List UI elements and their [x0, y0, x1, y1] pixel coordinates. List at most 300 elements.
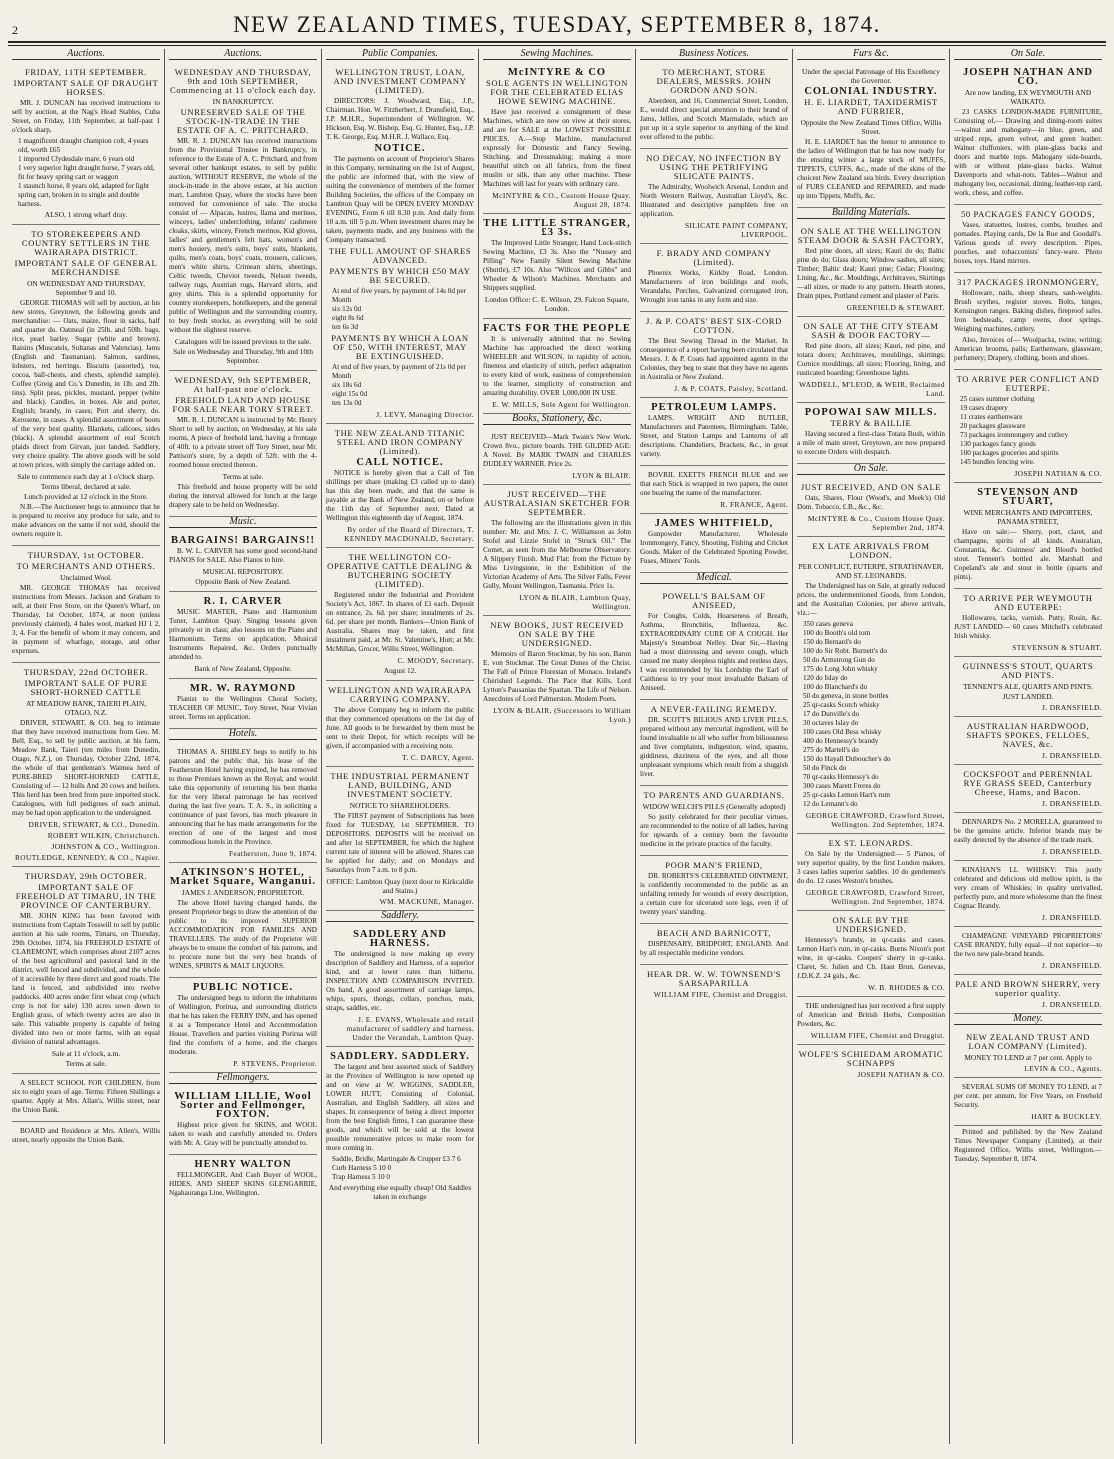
newspaper-page [8, 8, 1106, 1443]
advert [169, 743, 317, 863]
rate-row: ten 13s 0d [332, 399, 362, 407]
ad-subheadline: IN BANKRUPTCY. [212, 97, 274, 106]
advert [797, 997, 945, 1045]
advert [483, 428, 631, 485]
ad-date: ON WEDNESDAY AND THURSDAY, September 9 and 10. [27, 279, 145, 297]
ad-headline: TO MERCHANT, STORE DEALERS, MESSRS. JOHN GORDON AND SON. [656, 67, 772, 95]
ad-date: THURSDAY, 29th OCTOBER. [24, 871, 148, 881]
list-item: 145 bundles fencing wire. [960, 458, 1035, 466]
ad-body: CHAMPAGNE VINEYARD PROPRIETORS' CASE BRANDY, fully equal—if not superior—to the two new pale-brand brands. [954, 932, 1102, 958]
ad-body: THOMAS A. SHIBLEY begs to notify to his patrons and the public that, his lease of the Featherston Hotel having expired, he has removed to those Premises known as the Royal, and would take this opportunity of returning his best thanks for the very liberal patronage he has received during the last five years. T. A. S., in soliciting a continuance of past favors, has much pleasure in announcing that he has made arrangements for the erection of one of the largest and most commodious hotels in the Province. [169, 748, 317, 846]
ad-body: GEORGE THOMAS will sell by auction, at his new stores, Greytown, the following goods and merchandise: — Oats, maize, flour in sacks, half and quarter do. Oatmeal (in 25lb. and 50lb. bags, rice, pearl barley. Sugar (white and brown). Raisins (Muscatels, Sultanas and Valencias). Jams (English and Tasmanian). Salmon, sardines, lobsters, red herrings. Biscuits (assorted), tea, cocoa, ball-chests, and chests, splendid sample). Coffee (Greig and Co.'s Dunedin, in 1lb. and 2lb. tins). Split peas, pickles, mustard, pepper (white and black). Candles, in boxes. Ale and porter, English; brandy, in cases; Port and sherry, do. Kerosene, in cases. A splendid assortment of boots of the very best quality. Blankets, calicoes, sides (black). A splendid assortment of real Scotch plaids direct from Girvan, just landed. Saddlery, very choice quality. The above goods will be sold at town prices, with simply the carriage added on. [12, 299, 160, 469]
advert [640, 786, 788, 856]
ad-body: MR. R. J. DUNCAN is instructed by Mr. Henry Short to sell by auction, on Wednesday, at his sale rooms, A piece of freehold land, having a frontage of 40ft. to a private street off Tory Street, near Mr. Pattison's store, by a depth of 52ft. with the 4-roomed house erected thereon. [169, 416, 317, 469]
list-item: 1 magnificent draught champion colt, 4 years old, worth £65 [18, 137, 149, 154]
ad-signature: R. FRANCE, Agent. [720, 500, 788, 509]
list-item: 1 staunch horse, 8 years old, adapted for light spring cart, broken in to single and double harness. [18, 182, 149, 208]
ad-signature: J. DRANSFIELD. [1041, 751, 1102, 760]
ad-headline: POOR MAN'S FRIEND, [665, 860, 763, 870]
page-number-left: 2 [12, 23, 18, 37]
ad-body: The above Hotel having changed hands, the present Proprietor begs to draw the attention of the public to its improved SUPERIOR ACCOMMODATION FOR FAMILIES AND TRAVELLERS. The study of the Proprietor will always be to ensure the comfort of his patrons, and to procure none but the very best brands of WINES, SPIRITS & MALT LIQUORS. [169, 899, 317, 970]
ad-headline: TO ARRIVE PER CONFLICT AND EUTERPE. [956, 374, 1100, 393]
section-heading: Sewing Machines. [483, 49, 631, 60]
column-2 [165, 49, 322, 1444]
section-heading: On Sale. [797, 464, 945, 475]
ad-patronage: Under the special Patronage of His Excellency the Governor. [802, 67, 940, 85]
ad-body: DENNARD'S No. 2 MORELLA, guaranteed to be the genuine article. Inferior brands may be easily detected by the absence of the trade mark. [954, 818, 1102, 844]
advert [954, 589, 1102, 657]
ad-note: Sale on Wednesday and Thursday, 9th and 10th September. [173, 347, 313, 365]
ad-body: BOARD and Residence at Mrs. Allen's, Willis street, nearly opposite the Union Bank. [12, 1127, 160, 1144]
ad-signature: SILICATE PAINT COMPANY, LIVERPOOL. [684, 221, 788, 239]
ad-signature: J. LEVY, Managing Director. [376, 410, 474, 419]
price-row: Trap Harness 5 10 0 [332, 1173, 391, 1181]
ad-also: ALSO, 1 strong wharf dray. [44, 210, 128, 219]
ad-signature: GREENFIELD & STEWART. [846, 303, 945, 312]
price-row: Saddle, Bridle, Martingale & Crupper £3 7 6 [332, 1155, 461, 1163]
ad-signature: J. DRANSFIELD. [1041, 703, 1102, 712]
ad-address: London Office: C. E. Wilson, 29, Falcon Square, London. [484, 295, 630, 313]
ad-body: Phoenix Works, Kirkby Road, London. Manufacturers of iron buildings and roofs, Verandahs, Porches, Galvanized corrugated iron, Wrought iron tanks in any form and size. [640, 269, 788, 304]
advert [954, 717, 1102, 765]
ad-headline: SADDLERY AND HARNESS. [353, 929, 447, 949]
ad-date: WEDNESDAY, 9th SEPTEMBER, At half-past one o'clock. [174, 375, 312, 394]
advert [954, 975, 1102, 1014]
publisher-imprint: Printed and published by the New Zealand Times Newspaper Company (Limited), at their Registered Office, Willis street, Wellington.—Tuesday, September 8, 1874. [954, 1128, 1102, 1163]
ad-body: KINAHAN'S LL WHISKY: This justly celebrated and delicious old mellow spirit, is the very cream of Whiskies; in quality unrivalled, perfectly pure, and more wholesome than the finest Cognac Brandy. [954, 866, 1102, 910]
ad-date: FRIDAY, 11TH SEPTEMBER. [25, 67, 147, 77]
ad-signature: J. DRANSFIELD. [1041, 799, 1102, 808]
list-item: 25 qr-casks Lemon Hart's rum [803, 791, 890, 799]
ad-headline: TO MERCHANTS AND OTHERS. [16, 561, 156, 571]
ad-body: So justly celebrated for their peculiar virtues, are recommended to the notice of all ladies, having for upwards of a century been the favourite medicine in the private practice of the faculty. [640, 813, 788, 848]
ad-signature: J. E. EVANS, Wholesale and retail manufacturer of saddlery and harness. Under the Verandah, Lambton Quay. [346, 1015, 474, 1042]
list-item: 50 do Armstrong Gun do [803, 656, 875, 664]
columns [8, 49, 1106, 1444]
ad-headline: WELLINGTON AND WAIRARAPA CARRYING COMPANY. [328, 685, 472, 704]
advert [797, 222, 945, 317]
ad-body: DR. SCOTT'S BILIOUS AND LIVER PILLS, prepared without any mercurial ingredient, will be found invaluable to all who suffer from biliousness and liver complaints, indigestion, wind, spasms, giddiness, dizziness of the eyes, and all those unpleasant symptoms which result from a sluggish liver. [640, 716, 788, 778]
ad-signature: GEORGE CRAWFORD, Crawford Street, Wellington. 2nd September, 1874. [805, 888, 945, 906]
ad-subheadline: PER CONFLICT, EUTERPE, STRATHNAVER, AND ST. LEONARDS. [798, 562, 944, 580]
advert [797, 911, 945, 997]
ad-body: It is universally admitted that no Sewing Machine has approached the direct working WHEELER and WILSON, in rapidity of action, fineness and elasticity of stitch, perfect adaptation to every kind of work, easiness of comprehension to the learner, simplicity of construction and amazing durability. OVER 1,000,000 IN USE. [483, 335, 631, 397]
section-heading: Saddlery. [326, 911, 474, 922]
ad-body: B. W. L. CARVER has some good second-hand PIANOS for SALE. Also Pianos to hire. [169, 547, 317, 564]
ad-body: Holloware, nails, sheep shears, sash-weights. Brush scythes, register stoves. Bolts, hinges, Kensington ranges. Baking dishes, fireproof safes. Iron bedsteads, camp ovens, door springs. Weighing machines, cutlery. [954, 289, 1102, 333]
advert [326, 63, 474, 424]
ad-subheadline: MUSICAL REPOSITORY. [202, 567, 284, 576]
ad-body: The largest and best assorted stock of Saddlery in the Province of Wellington is now opened up and on view at W. WIGGINS, SADDLER, LOWER HUTT, Consisting of Colonial, Australian, and English Saddlery, all sizes and shapes. In consequence of being a direct importer from the best English firms, I can guarantee these goods, and which will be sold at the lowest possible remunerative prices to make room for more coming in. [326, 1063, 474, 1152]
ad-body: SEVERAL SUMS OF MONEY TO LEND, at 7 per cent. per annum, for Five Years, on Freehold Security. [954, 1083, 1102, 1109]
ad-body: Oats, Shares, Flour (Wood's, and Meek's) Old Dom. Tobacco, £.B., &c., &c. [797, 494, 945, 511]
ad-headline: EX LATE ARRIVALS FROM LONDON. [812, 541, 930, 560]
advert [797, 537, 945, 834]
ad-place: AT MEADOW BANK, TAIERI PLAIN, OTAGO, N.Z. [25, 699, 147, 717]
advert [169, 1155, 317, 1204]
ad-headline: THE INDUSTRIAL PERMANENT LAND, BUILDING, AND INVESTMENT SOCIETY. [330, 771, 470, 799]
ad-headline: IMPORTANT SALE OF PURE SHORT-HORNED CATTLE [24, 678, 148, 697]
ad-body: Registered under the Industrial and Provident Society's Act, 1867. In shares of £1 each. Deposit on entrance, 2s. 6d. per share; instalments of 2s. 6d. per share per month. Bankers—Union Bank of Australia. Shares may be taken, and first instalment paid, at Mr. St. Valentine's, Hutt; at Mr. McMillan, Grocer, Willis Street, Wellington. [326, 591, 474, 653]
ad-signature: J. DRANSFIELD. [1041, 913, 1102, 922]
ad-body: MR. R. J. DUNCAN has received instructions from the Provisional Trustee in Bankruptcy, in reference to the Estate of A. C. Pritchard, and from several other bankrupt estates, to sell by public auction, WITHOUT RESERVE, the whole of the stock-in-trade in the above estate, at his auction mart, Lambton Quay, where the stocks have been removed for convenience of sale. The stocks consist of — Alpacas, lustres, llama and merinos, winceys, ladies' underclothing, infants' cashmere cloaks, skirts, wincey, French merinos, Kid gloves, ladies' and gentlemen's felt hats, women's and men's hosiery, men's suits, boys' suits, blankets, quilts, men's coats, boys' coats, trousers, calicoes, men's white shirts, Crimean shirts, sheetings, Celtic tweeds, Cheviot tweeds, Nelson tweeds, railway rugs, Austrian rugs, Harvard shirts, and grey shirts. This is a splendid opportunity for country storekeepers, hotelkeepers, and the general public of Wellington and the surrounding country, to buy fresh stocks, as everything will be sold without the slightest reserve. [169, 137, 317, 334]
column-1 [8, 49, 165, 1444]
ad-signature: JOSEPH NATHAN & CO. [857, 1070, 945, 1079]
ad-signature: W. B. RHODES & CO. [868, 983, 945, 992]
ad-signature: T. C. DARCY, Agent. [402, 753, 474, 762]
ad-headline: TO STOREKEEPERS AND COUNTRY SETTLERS IN THE WAIRARAPA DISTRICT. [21, 229, 151, 257]
advert [483, 319, 631, 414]
advert [326, 548, 474, 681]
advert [12, 546, 160, 663]
ad-body: The undersigned begs to inform the inhabitants of Wellington, Porirua, and surrounding districts that he has taken the FERRY INN, and has opened it as a Temperance Hotel and Accommodation House. Travellers and parties visiting Porirua will find the comforts of a home, and the charges moderate. [169, 994, 317, 1056]
rate-row: eight 8s 6d [332, 314, 364, 322]
advert [954, 1028, 1102, 1078]
advert [954, 205, 1102, 273]
ad-note: N.B.—The Auctioneer begs to announce that he is prepared to receive any produce for sale, and to make advances on the same if not sold, should the owners require it. [12, 503, 160, 538]
list-item: 25 cases summer clothing [960, 395, 1035, 403]
section-heading: Fellmongers. [169, 1073, 317, 1084]
ad-body: MR. GEORGE THOMAS has received instructions from Messrs. Jackson and Graham to sell, at their Free Store, on the Queen's Wharf, on Thursday, 1st October, 1874, at noon (unless previously claimed), 4 bales wool, marked HJ 1 2, 3, 4. For the benefit of whom it may concern, and in payment of wharfage, storage, and other expenses. [12, 584, 160, 655]
ad-body: Hollowares, tacks, varnish. Putty, Rosin, &c. JUST LANDED— 60 cases Mitchell's celebrated Irish whisky. [954, 614, 1102, 640]
section-heading: Building Materials. [797, 208, 945, 219]
ad-headline: JOSEPH NATHAN AND CO. [963, 67, 1093, 87]
ad-signature: WILLIAM FIFE, Chemist and Druggist. [653, 990, 788, 999]
ad-headline: 50 PACKAGES FANCY GOODS, [961, 209, 1095, 219]
advert [169, 679, 317, 729]
list-item: 400 do Hennessy's brandy [803, 737, 879, 745]
list-item: 25 qr-casks Scotch whisky [803, 701, 880, 709]
ad-directors: DIRECTORS: J. Woodward, Esq., J.P., Chairman. Hon. W. Fitzherbert, J. Dransfield, Esq., J.P. M.H.R., Superintendent of Wellington. W. Hickson, Esq. W. Bishop, Esq. G. Hunter, Esq., J.P. T. K. George, Esq. M.H.R. J. Wallace, Esq. [326, 97, 474, 141]
advert [640, 514, 788, 573]
ad-headline: THE LITTLE STRANGER, £3 3s. [483, 218, 631, 238]
ad-body: DRIVER, STEWART, & CO. beg to intimate that they have received instructions from Geo. M. Bell, Esq., to sell by public auction, at his farm, Meadow Bank, Taieri (ten miles from Dunedin, Otago, N.Z.), on Thursday, October 22nd, 1874, the whole of that gentleman's Waimea herd of PURE-BRED SHORT-HORNED CATTLE, Consisting of — 12 bulls And 20 cows and heifers. This herd has been bred from pure imported stock. Catalogues, with full pedigrees of each animal, may be had upon application to the undersigned. [12, 719, 160, 817]
ad-note: Catalogues will be issued previous to the sale. [174, 337, 312, 346]
ad-headline: FREEHOLD LAND AND HOUSE FOR SALE NEAR TORY STREET. [172, 395, 314, 414]
advert [954, 370, 1102, 483]
advert [797, 63, 945, 208]
advert [797, 403, 945, 464]
ad-signature: LYON & BLAIR. [572, 471, 631, 480]
list-item: 30 octaves Islay do [803, 719, 859, 727]
masthead [8, 8, 1106, 43]
ad-subheadline: NOTICE. [374, 143, 426, 154]
ad-address: Opposite the New Zealand Times Office, Willis Street. [800, 118, 942, 136]
ad-headline: EX ST. LEONARDS. [828, 838, 914, 848]
ad-terms: Terms at sale. [65, 1059, 107, 1068]
ad-body: A SELECT SCHOOL FOR CHILDREN, from six to eight years of age. Terms: Fifteen Shillings a quarter. Apply at Mrs. Allan's, Willis street, near the Union Bank. [12, 1079, 160, 1114]
ad-signature: WILLIAM FIFE, Chemist and Druggist. [810, 1031, 945, 1040]
advert [326, 424, 474, 548]
list-item: 19 cases drapery [960, 404, 1008, 412]
ad-body: MR. J. DUNCAN has received instructions to sell by auction, at the Nag's Head Stables, Cuba Street, on Friday, 11th September, at half-past 1 o'clock sharp, [12, 99, 160, 134]
ad-body: For Coughs, Colds, Hoarseness of Breath, Asthma, Bronchitis, Influenza, &c. EXTRAORDINARY CURE OF A COUGH. Her Majesty's Steamboat Nelley. Dear Sir,—Having had a most distressing and severe cough, which caused me many sleepless nights and restless days, I was recommended by his Lordship the Earl of Caithness to try your most invaluable Balsam of Aniseed. [640, 612, 788, 692]
ad-headline: THE WELLINGTON CO-OPERATIVE CATTLE DEALING & BUTCHERING SOCIETY (LIMITED). [327, 552, 473, 589]
advert [640, 924, 788, 965]
ad-headline: COCKSFOOT and PERENNIAL RYE GRASS SEED, Canterbury Cheese, Hams, and Bacon. [963, 769, 1093, 797]
ad-signature: J. DRANSFIELD. [1041, 1000, 1102, 1009]
advert [12, 867, 160, 1074]
list-item: 100 do Sir Robt. Burnett's do [803, 647, 887, 655]
ad-signature: LYON & BLAIR, (Successors to William Lyon.) [493, 706, 631, 724]
ad-signature: WM. MACKUNE, Manager. [379, 897, 474, 906]
ad-headline: JUST RECEIVED—THE AUSTRALASIAN SKETCHER FOR SEPTEMBER. [483, 489, 631, 517]
ad-body: FELLMONGER, And Cash Buyer of WOOL, HIDES, AND SHEEP SKINS GLENGARRIE, Ngahauranga Line, Wellington. [169, 1171, 317, 1197]
section-heading: Hotels. [169, 729, 317, 740]
ad-body: Have on sale:— Sherry, port, claret, and champagne, spirits of all kinds. Australian, Constantia, &c. Guinness' and Blood's bottled stout. Tennent's bottled ale. Marshall and Copeland's ale and stout in bottle (quarts and pints). [954, 528, 1102, 581]
ad-body: The Undersigned has on Sale, at greatly reduced prices, the undermentioned Goods, from London, and the Australian Colonies, per above arrivals, viz.:— [797, 582, 945, 617]
advert [169, 1087, 317, 1155]
ad-terms: Terms liberal, declared at sale. [40, 482, 132, 491]
ad-note: This freehold and house property will be sold during the interval allowed for lunch at the large drapery sale to be held on Wednesday. [169, 483, 317, 509]
ad-note: Sale to commence each day at 1 o'clock sharp. [17, 472, 155, 481]
list-item: 350 cases geneva [803, 620, 853, 628]
ad-body: H. E. LIARDET has the honor to announce to the ladies of Wellington that he has now ready for the ensuing winter a large stock of MUFFS, TIPPETS, CUFFS, &c., made of the skins of the choicest New Zealand sea birds. Every description of FURS CLEANED and REPAIRED, and made up into Tippets, Muffs, &c. [797, 138, 945, 200]
ad-headline: COLONIAL INDUSTRY. [804, 86, 938, 97]
section-heading: Medical. [640, 573, 788, 584]
ad-subheadline: SOLE AGENTS IN WELLINGTON FOR THE CELEBRATED ELIAS HOWE SEWING MACHINE. [486, 78, 628, 106]
ad-body: MR. JOHN KING has been favored with instructions from Captain Tosswill to sell by public auction at his sale rooms, Timaru, on Thursday, 29th October, 1874, his FREEHOLD ESTATE of CLAREMONT, which comprises about 2107 acres of the best agricultural and pastoral land in the district, well fenced and subdivided, and the whole of it accessible by three direct and good roads. The land is fenced, and subdivided into twelve paddocks. 400 acres under first wheat crop (which crop is not for sale) 130 acres sown down to English grass, of which twenty acres are also in sale. This valuable property is capable of being divided into two or more farms, with an equal division of natural advantages. [12, 912, 160, 1046]
ad-sale-time: Sale at 11 o'clock, a.m. [51, 1049, 121, 1058]
ad-signature: WADDELL, M'LEOD, & WEIR, Reclaimed Land. [799, 380, 945, 398]
ad-subheadline: WIDOW WELCH'S PILLS (Generally adopted) [642, 802, 786, 811]
list-item: 17 do Dunville's do [803, 710, 860, 718]
rate-row: ten 6s 3d [332, 323, 358, 331]
ad-signature: STEVENSON & STUART. [1012, 643, 1102, 652]
advert [326, 681, 474, 767]
ad-body: Having secured a first-class Totara Bush, within a mile of main street, Greytown, are now prepared to execute Orders with despatch. [797, 430, 945, 456]
ad-headline: HEAR DR. W. W. TOWNSEND'S SARSAPARILLA [647, 969, 781, 988]
advert [12, 663, 160, 867]
price-row: Curb Harness 5 10 0 [332, 1164, 392, 1172]
ad-signature: J. DRANSFIELD. [1041, 961, 1102, 970]
ad-signature: McINTYRE & Co., Custom House Quay. September 2nd, 1874. [807, 514, 945, 532]
ad-body: Pianist to the Wellington Choral Society, TEACHER OF MUSIC, Tory Street, Near Vivian street. Terms on application. [169, 695, 317, 721]
ad-headline: JUST RECEIVED, AND ON SALE [800, 482, 942, 492]
ad-headline: F. BRADY AND COMPANY (Limited). [656, 248, 772, 267]
ad-body: On Sale by the Undersigned:— 5 Pianos, of very superior quality, by the first London makers. 3 cases ladies superior saddles. 10 do gentlemen's do do. 12 cases Weston's brushes. [797, 850, 945, 885]
ad-headline: POWELL'S BALSAM OF ANISEED, [662, 591, 766, 610]
rate-row: six 12s 0d [332, 305, 362, 313]
list-item: 120 do Islay do [803, 674, 848, 682]
list-item: 275 do Martell's do [803, 746, 859, 754]
ad-subheadline: CALL NOTICE. [356, 457, 444, 468]
ad-headline: NEW ZEALAND TRUST AND LOAN COMPANY (Limited). [965, 1032, 1091, 1051]
list-item: 100 do Booth's old tom [803, 629, 871, 637]
advert [640, 700, 788, 786]
ad-headline: NEW BOOKS, JUST RECEIVED ON SALE BY THE UNDERSIGNED. [490, 620, 624, 648]
advert [954, 861, 1102, 927]
advert [169, 531, 317, 592]
section-heading: Books, Stationery, &c. [483, 414, 631, 425]
ad-body: The Best Sewing Thread in the Market. In consequence of a report having been circulated that Messrs. J. & P. Coats had appointed agents in the Colonies, they beg to state that they have no agents in Australia or New Zealand. [640, 337, 788, 381]
ad-headline: J. & P. COATS' BEST SIX-CORD COTTON. [646, 316, 782, 335]
ad-body: BOVRIL EXETTS FRENCH BLUE and see that each Stick is wrapped in two papers, the outer one bearing the name of the manufacturer. [640, 471, 788, 497]
ad-headline: HENRY WALTON [194, 1159, 292, 1170]
ad-date: THURSDAY, 1st OCTOBER. [27, 550, 145, 560]
list-item: 50 do Finck do [803, 764, 847, 772]
ad-body: The payments on account of Proprietor's Shares in this Company, terminating on the 1st of August, the public are informed that, with the view of suiting the convenience of members of the former Building Societies, the offices of the Company on Lambton Quay will be OPEN EVERY MONDAY EVENING, From 6 till 8.30 p.m. And daily from 10 a.m. till 5 p.m. When investment shares may be taken, payments made, and any business with the Company transacted. [326, 155, 474, 244]
ad-subheadline: WINE MERCHANTS AND IMPORTERS, PANAMA STREET, [963, 508, 1093, 526]
ad-subheadline: NOTICE TO SHAREHOLDERS. [349, 801, 451, 810]
ad-body: The FIRST payment of Subscriptions has been fixed for TUESDAY, 1st SEPTEMBER. TO DEPOSITORS. DEPOSITS will be received on and after 1st SEPTEMBER, for which the highest current rate of interest will be allowed. Shares can be applied for daily; and on Mondays and Saturdays from 7 a.m. to 8 p.m. [326, 812, 474, 874]
ad-body: JUST RECEIVED—Mark Twain's New Work. Crown 8vo., picture boards. THE GILDED AGE: A Novel. By MARK TWAIN and CHARLES DUDLEY WARNER. Price 2s. [483, 433, 631, 468]
ad-body: MUSIC MASTER, Piano and Harmonium Tuner, Lambton Quay. Singing lessons given privately or in class; also lessons on the Piano and Harmonium. Terms on application. Musical Instruments Repaired, &c. Orders punctually attended to. [169, 608, 317, 661]
ad-body: The Improved Little Stranger, Hand Lock-stitch Sewing Machine, £3 3s. Also the "Nussey and Pilling" New Family Silent Sewing Machine (Shuttle), £7 10s. Also "Willcox and Gibbs" and Wheeler & Wilson's Machines. Merchants and Shippers supplied. [483, 239, 631, 292]
section-heading: Money. [954, 1014, 1102, 1025]
list-item: 1 imported Clydesdale mare, 6 years old [18, 155, 135, 163]
ad-headline: BEACH AND BARNICOTT, [656, 928, 772, 938]
section-heading: On Sale. [954, 49, 1102, 60]
list-item: 100 do Blanchard's do [803, 683, 868, 691]
ad-body: Have just received a consignment of these Machines, which are now on view at their stores, and are for SALE at the LOWEST POSSIBLE PRICES. A.—Stop Machine, manufactured expressly for Domestic and Fancy Sewing, Stitching, and Dressmaking; making a more beautiful stitch on all fabrics, from the finest muslin or silk, than any other machine. These Machines will last for years with ordinary care. [483, 108, 631, 188]
ad-signature: Featherston, June 9, 1874. [229, 849, 317, 858]
section-heading: Auctions. [169, 49, 317, 60]
ad-business-name: TERRY & BAILLIE [830, 418, 912, 428]
ad-headline: NO DECAY, NO INFECTION BY USING THE PETRIFYING SILICATE PAINTS. [646, 153, 782, 181]
ad-subheadline: IMPORTANT SALE OF GENERAL MERCHANDISE [14, 258, 158, 277]
ad-body: 23 CASKS LONDON-MADE FURNITURE, Consisting of,— Drawing and dining-room suites—walnut and mahogany—in blue, green, and striped reps, green velvet, and green leather. Walnut chiffoniers, with plate-glass backs and doors and marble tops. Mahogany side-boards, with or without plate-glass backs. Walnut Davenports and what-nots. Tables—Walnut and mahogany loo, occasional, dining, leather-top card, work, chess, and coffee. [954, 108, 1102, 197]
list-item: 20 packages glassware [960, 422, 1026, 430]
advert [797, 1045, 945, 1083]
ad-signature: ROUTLEDGE, KENNEDY, & CO., Napier. [14, 853, 160, 862]
ad-body: Highest price given for SKINS, and WOOL taken to wash and carefully attended to. Orders with Mr. A. Gray will be punctually attended to. [169, 1121, 317, 1147]
ad-signature: J. & P. COATS, Paisley, Scotland. [674, 384, 788, 393]
column-5 [636, 49, 793, 1444]
ad-body: LAMPS. WRIGHT AND BUTLER, Manufacturers and Patentees, Birmingham. Table, Street, and Station Lamps and Lanterns of all descriptions. Chandeliers, Brackets, &c., in great variety. [640, 414, 788, 458]
advert [12, 1122, 160, 1151]
section-heading: Furs &c. [797, 49, 945, 60]
advert [483, 63, 631, 214]
advert [797, 478, 945, 537]
ad-body: The above Company beg to inform the public that they commenced operations on the 1st day of June. All goods to be forwarded by them must be sent to their Depot, for which receipts will be given, if accompanied with a receiving note. [326, 706, 474, 750]
ad-proprietor: JAMES J. ANDERSON, PROPRIETOR. [181, 888, 305, 897]
list-item: 100 cases Old Bess whisky [803, 728, 882, 736]
ad-signature: J. DRANSFIELD. [1041, 847, 1102, 856]
list-item: 175 do Long John whisky [803, 665, 878, 673]
ad-signature: LEVIN & CO., Agents. [1024, 1064, 1102, 1073]
ad-subheadline: Are now landing, EX WEYMOUTH AND WAIKATO. [964, 88, 1092, 106]
ad-headline: IMPORTANT SALE OF DRAUGHT HORSES. [13, 78, 159, 97]
advert [326, 925, 474, 1047]
advert [640, 856, 788, 924]
advert [640, 466, 788, 514]
rate-row: eight 15s 0d [332, 390, 368, 398]
advert [954, 63, 1102, 205]
advert [954, 1078, 1102, 1126]
advert [954, 927, 1102, 975]
ad-headline: AUSTRALIAN HARDWOOD, SHAFTS SPOKES, FELLOES, NAVES, &c. [966, 721, 1090, 749]
ad-signature: ROBERT WILKIN, Christchurch. [47, 831, 160, 840]
ad-body: Red pine doors, all sizes; Kauri, red pine, and totara doors; Architraves, mouldings, skirtings; Cornice mouldings, all sizes; Flooring, lining, and rusticated boarding; Greenhouse lights. [797, 342, 945, 377]
rate-row: At end of five years, by payment of 21s 0d per Month [332, 363, 466, 380]
ad-headline: JAMES WHITFIELD, [654, 518, 774, 529]
section-heading: Public Companies. [326, 49, 474, 60]
advert [483, 616, 631, 728]
section-heading: Auctions. [12, 49, 160, 60]
ad-signature: By order of the Board of Directors, T. KENNEDY MACDONALD, Secretary. [344, 525, 474, 543]
ad-address: Bank of New Zealand, Opposite. [194, 664, 292, 673]
advert [169, 371, 317, 517]
ad-body: Gunpowder Manufacturer, Wholesale Ironmongery, Fancy, Shooting, Fishing and Cricket Goods. Maker of the Celebrated Sporting Powder, Fuses, Miners' Tools. [640, 530, 788, 565]
advert [169, 863, 317, 978]
list-item: 1 very superior light draught horse, 7 years old, fit for heavy spring cart or waggon [18, 164, 155, 181]
advert [483, 485, 631, 616]
ad-body: The following are the illustrations given in this number: Mr. and Mrs. J. C. Williamson as John Stofel and Lizzie Stofel in "Struck Oil." The Comet, as seen from the Melbourne Observatory. A Slippery Finish. Mud Flat: from the Picture by Miss Livingstone, in the Exhibition of the Victorian Academy of Arts. The Silver Falls, Fever Gully, Mount Wellington, Tasmania. Price 1s. [483, 519, 631, 590]
ad-headline: THE NEW ZEALAND TITANIC STEEL AND IRON COMPANY (Limited). [334, 428, 466, 456]
advert [954, 273, 1102, 370]
ad-subheadline: JUST LANDED. [1002, 692, 1054, 701]
ad-headline: TO PARENTS AND GUARDIANS. [643, 790, 785, 800]
ad-body: Vases, statuettes, lustres, combs, brushes and pomades. Playing cards, De la Rue and Goodall's. Various goods of every description. Pipes, pouches, and tobacconists' fancy-ware. Photo boxes, toys. Hand mirrors. [954, 221, 1102, 265]
ad-signature: JOHNSTON & CO., Wellington. [51, 842, 160, 851]
ad-headline: PETROLEUM LAMPS. [651, 402, 777, 413]
advert [797, 834, 945, 911]
list-item: 12 do Lemann's do [803, 800, 858, 808]
advert [169, 978, 317, 1073]
ad-address: OFFICE: Lambton Quay (next door to Kirkcaldie and Stains.) [326, 877, 474, 895]
ad-body: DR. ROBERTS'S CELEBRATED OINTMENT, is confidently recommended to the public as an unfailing remedy for wounds of every description, a certain cure for ulcerated sore legs, even if of twenty years' standing. [640, 872, 788, 916]
ad-body: Memoirs of Baron Stockmar, by his son, Baron E. von Stockmar. The Great Dunes of the Christ. The Fall of Prince Florestan of Monaco. Ireland's Cherished Legends. The Pace that Kills. Lord Lytton's Pausanias the Spartan. The Life of Nelson. Anecdotes of Lord Palmerston. Modern Poets. [483, 650, 631, 703]
advert [640, 149, 788, 244]
ad-signature: DRIVER, STEWART, & CO., Dunedin. [28, 820, 160, 829]
ad-headline: SADDLERY. SADDLERY. [330, 1051, 470, 1062]
advert [326, 1047, 474, 1206]
advert [954, 483, 1102, 589]
ad-date: August 12. [383, 666, 417, 675]
ad-headline: R. I. CARVER [203, 596, 283, 607]
ad-headline: ON SALE AT THE WELLINGTON STEAM DOOR & SASH FACTORY, [797, 226, 945, 245]
list-item: 11 crates earthenware [960, 413, 1023, 421]
advert [640, 63, 788, 149]
list-item: 70 qr-casks Hennessy's do [803, 773, 879, 781]
ad-signature: HART & BUCKLEY. [1031, 1112, 1102, 1121]
ad-body: THE undersigned has just received a first supply of American and British Herbs, Composition Powders, &c. [797, 1002, 945, 1028]
ad-headline: WILLIAM LILLIE, Wool Sorter and Fellmonger, FOXTON. [174, 1091, 312, 1120]
ad-address: Opposite Bank of New Zealand. [195, 577, 291, 586]
ad-headline: PUBLIC NOTICE. [192, 982, 294, 993]
rate-row: At end of five years, by payment of 14s 0d per Month [332, 287, 466, 304]
ad-headline: IMPORTANT SALE OF FREEHOLD AT TIMARU, IN THE PROVINCE OF CANTERBURY. [15, 882, 157, 910]
ad-body: MONEY TO LEND at 7 per cent. Apply to [964, 1053, 1092, 1062]
ad-body: TENNENT'S ALE, QUARTS AND PINTS. [963, 682, 1093, 691]
ad-signature: GEORGE CRAWFORD, Crawford Street, Wellington. 2nd September, 1874. [805, 811, 945, 829]
ad-headline: ATKINSON'S HOTEL, Market Square, Wanganui. [169, 867, 317, 887]
ad-headline: ON SALE AT THE CITY STEAM SASH & DOOR FACTORY— [803, 321, 939, 340]
advert [640, 965, 788, 1003]
list-item: 100 packages groceries and spirits [960, 449, 1059, 457]
ad-date: THURSDAY, 22nd OCTOBER. [23, 667, 149, 677]
ad-headline: WELLINGTON TRUST, LOAN, AND INVESTMENT COMPANY (LIMITED). [333, 67, 467, 95]
ad-headline: WOLFE'S SCHIEDAM AROMATIC SCHNAPPS [798, 1049, 944, 1068]
ad-signature: LYON & BLAIR, Lambton Quay, Wellington. [519, 593, 631, 611]
advert [640, 312, 788, 398]
masthead-rule [8, 45, 1106, 46]
ad-headline: TO ARRIVE PER WEYMOUTH AND EUTERPE: [963, 593, 1093, 612]
ad-date: WEDNESDAY AND THURSDAY, 9th and 10th SEPTEMBER, Commencing at 11 o'clock each day. [169, 67, 317, 95]
list-item: 300 cases Marett Freres do [803, 782, 881, 790]
advert [483, 214, 631, 319]
list-item: 150 do Hayall Duboucher's do [803, 755, 891, 763]
ad-headline: 317 PACKAGES IRONMONGERY, [957, 277, 1099, 287]
ad-signature: P. STEVENS, Proprietor. [233, 1059, 317, 1068]
column-7 [950, 49, 1106, 1444]
advert [12, 1074, 160, 1122]
ad-headline: POPOWAI SAW MILLS. [804, 407, 938, 418]
ad-terms: Terms at sale. [222, 472, 264, 481]
advert [954, 657, 1102, 717]
ad-headline: STEVENSON AND STUART, [977, 487, 1079, 507]
